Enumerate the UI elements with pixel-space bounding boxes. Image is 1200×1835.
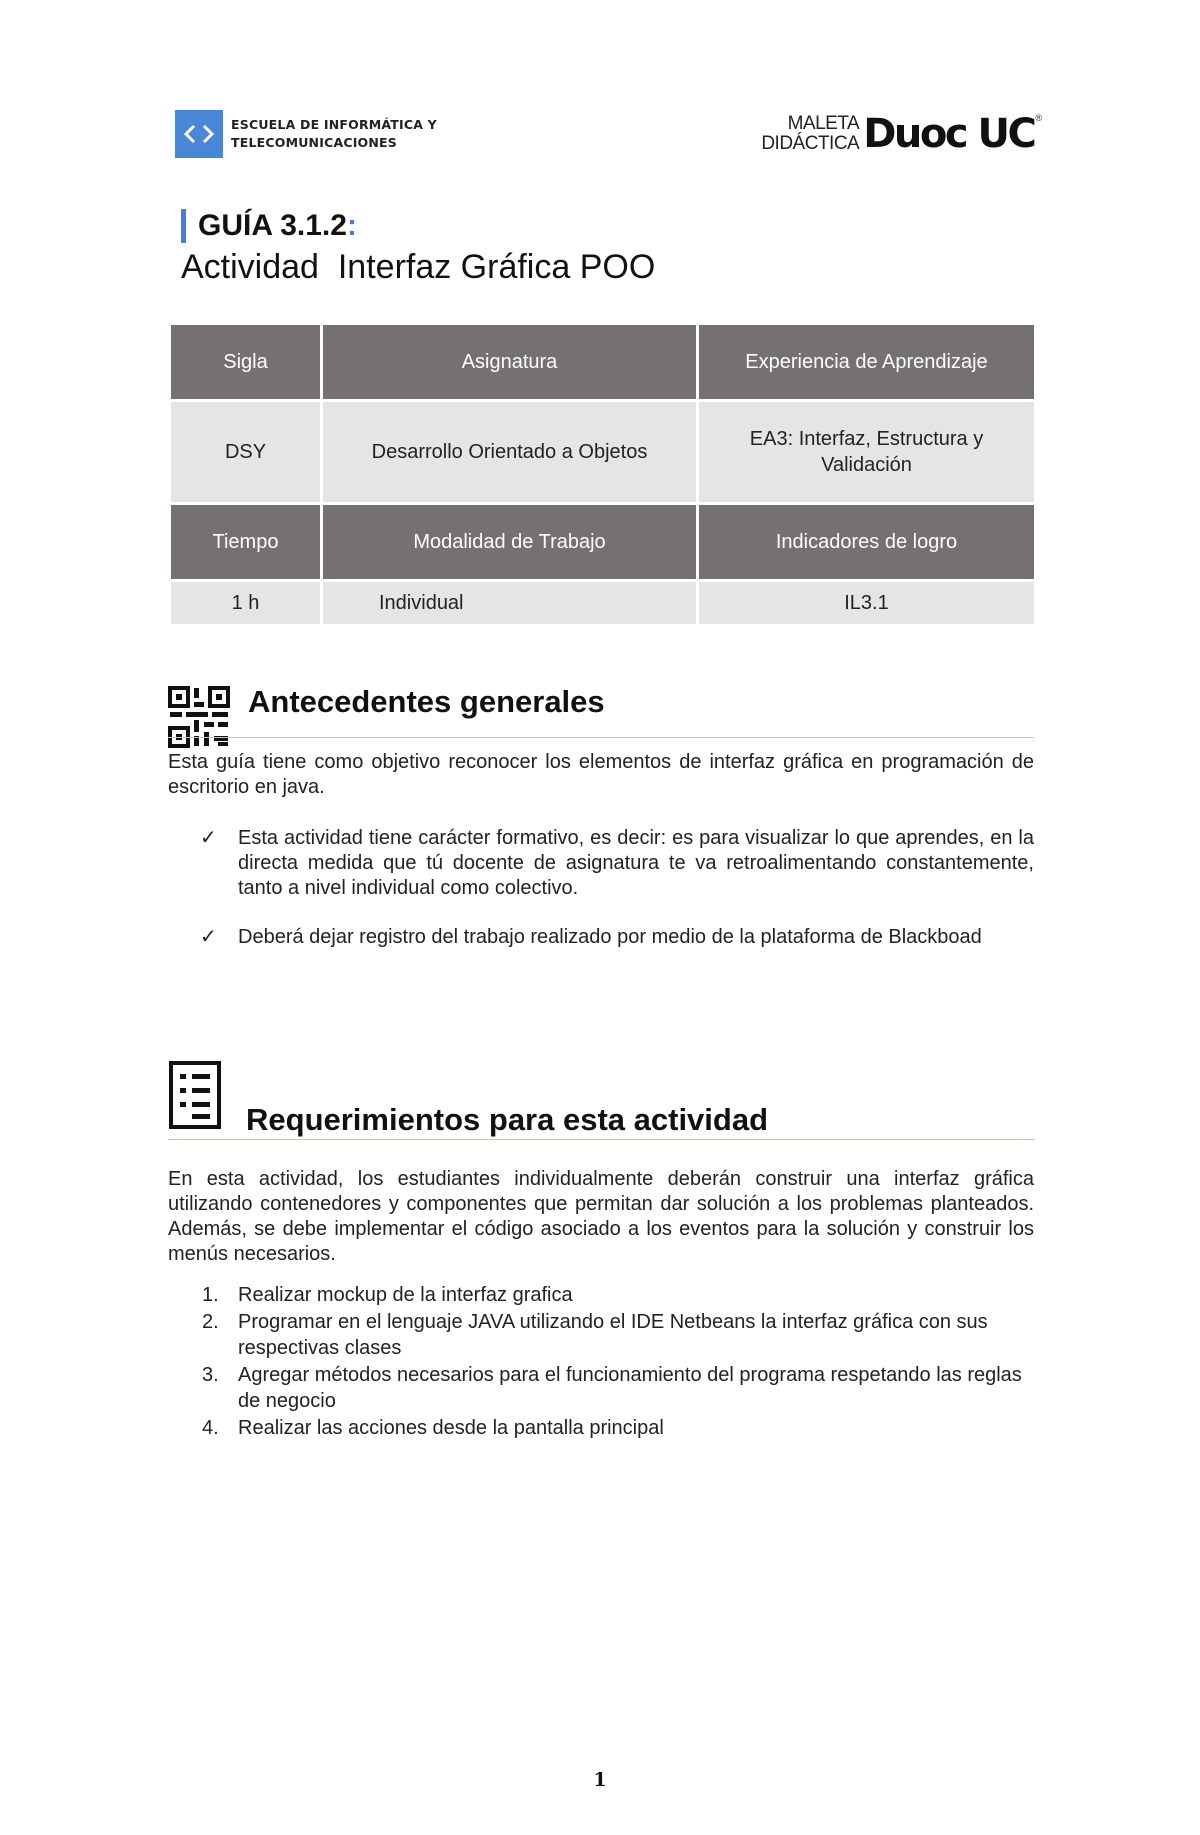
brand-tagline (761, 114, 859, 154)
qr-code-icon (168, 686, 230, 753)
list-item (168, 826, 1034, 901)
cell-modalidad: Individual (322, 581, 698, 626)
section-heading: Requerimientos para esta actividad (246, 1102, 769, 1137)
step-number: 3. (202, 1363, 219, 1386)
table-row (170, 581, 1036, 626)
guide-number: GUÍA 3.1.2 (198, 209, 347, 242)
brand-logo (761, 112, 1042, 156)
table-header-row (170, 324, 1036, 401)
school-name (231, 116, 437, 152)
section-antecedentes-header (168, 684, 1034, 738)
header-cell-experiencia: Experiencia de Aprendizaje (698, 324, 1036, 401)
step-text: Programar en el lenguaje JAVA utilizando el IDE Netbeans la interfaz gráfica con sus respectivas clases (238, 1310, 988, 1359)
page-number: 1 (593, 1769, 607, 1791)
code-brackets-icon (175, 110, 223, 158)
list-item (168, 1282, 1034, 1309)
brand-line2: DIDÁCTICA (761, 133, 860, 154)
guide-colon: : (346, 209, 357, 242)
school-logo (175, 110, 437, 158)
cell-indicadores: IL3.1 (698, 581, 1036, 626)
requirements-paragraph: En esta actividad, los estudiantes individualmente deberán construir una interfaz gráfica utilizando contenedores y componentes que permitan dar solución a los problemas planteados. Además, se debe implementar el código asociado a los eventos para la solución y construir los menús necesarios. (168, 1168, 1034, 1265)
brand-line1: MALETA (787, 113, 860, 134)
steps-list (168, 1282, 1034, 1441)
activity-title: Actividad Interfaz Gráfica POO (181, 248, 656, 286)
step-text: Realizar las acciones desde la pantalla principal (238, 1416, 664, 1439)
header-cell-modalidad: Modalidad de Trabajo (322, 504, 698, 581)
checkmark-icon: ✓ (200, 827, 217, 849)
course-info-table (168, 322, 1037, 627)
section-heading: Antecedentes generales (248, 684, 605, 719)
checkmark-icon: ✓ (200, 926, 217, 948)
cell-experiencia: EA3: Interfaz, Estructura y Validación (698, 401, 1036, 504)
bullet-text: Esta actividad tiene carácter formativo, es decir: es para visualizar lo que aprendes, en la directa medida que tú docente de asignatura te va retroalimentando constantemente, tanto a nivel individual como colectivo. (238, 827, 1034, 899)
list-item (168, 1415, 1034, 1442)
section-requerimientos-header (168, 1060, 1034, 1140)
step-text: Realizar mockup de la interfaz grafica (238, 1284, 573, 1306)
step-text: Agregar métodos necesarios para el funcionamiento del programa respetando las reglas de negocio (238, 1363, 1022, 1412)
list-item (168, 1309, 1034, 1362)
table-row (170, 401, 1036, 504)
bullet-list (168, 826, 1034, 974)
registered-mark: ® (1035, 113, 1042, 123)
accent-bar (181, 209, 186, 243)
header-cell-tiempo: Tiempo (170, 504, 322, 581)
section-divider (168, 1139, 1034, 1140)
cell-tiempo: 1 h (170, 581, 322, 626)
guide-label (181, 208, 357, 244)
school-name-line2: TELECOMUNICACIONES (231, 135, 397, 150)
step-number: 4. (202, 1416, 219, 1439)
section-divider (168, 737, 1034, 738)
intro-paragraph: Esta guía tiene como objetivo reconocer los elementos de interfaz gráfica en programación de escritorio en java. (168, 751, 1034, 798)
header-cell-indicadores: Indicadores de logro (698, 504, 1036, 581)
brand-name: Duoc UC (863, 111, 1035, 157)
document-list-icon (168, 1060, 222, 1135)
school-name-line1: ESCUELA DE INFORMÁTICA Y (231, 117, 437, 132)
header-cell-sigla: Sigla (170, 324, 322, 401)
step-number: 2. (202, 1310, 219, 1333)
bullet-text: Deberá dejar registro del trabajo realizado por medio de la plataforma de Blackboad (238, 926, 982, 948)
list-item (168, 1362, 1034, 1415)
step-number: 1. (202, 1284, 219, 1306)
cell-sigla: DSY (170, 401, 322, 504)
cell-asignatura: Desarrollo Orientado a Objetos (322, 401, 698, 504)
header-cell-asignatura: Asignatura (322, 324, 698, 401)
list-item (168, 925, 1034, 950)
table-header-row (170, 504, 1036, 581)
